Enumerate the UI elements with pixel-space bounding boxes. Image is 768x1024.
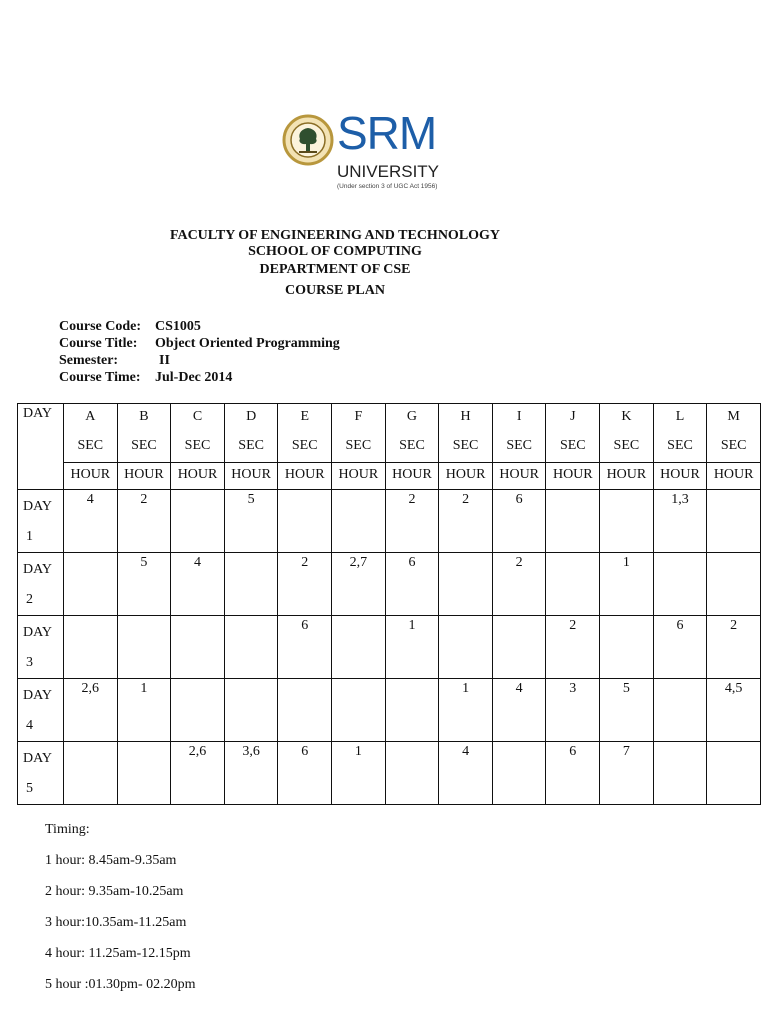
day-label: DAY [23, 688, 53, 703]
section-hour-label: HOUR [439, 462, 492, 489]
section-hour-label: HOUR [278, 462, 331, 489]
hour-cell: 5 [224, 490, 278, 553]
hour-cell: 1 [117, 679, 171, 742]
hour-cell [278, 490, 332, 553]
section-sec-label: SEC [613, 438, 640, 453]
hour-cell: 3,6 [224, 742, 278, 805]
section-letter: B [139, 409, 149, 424]
hour-cell [707, 553, 761, 616]
hour-cell [439, 616, 493, 679]
hour-cell: 4,5 [707, 679, 761, 742]
hour-cell: 7 [600, 742, 654, 805]
section-sec-label: SEC [506, 438, 533, 453]
course-title-label: Course Title: [59, 336, 138, 351]
section-sec-label: SEC [77, 438, 104, 453]
hour-cell: 4 [171, 553, 225, 616]
section-sec-label: SEC [667, 438, 693, 453]
hour-cell [653, 679, 707, 742]
hour-cell [117, 616, 171, 679]
section-header-m [707, 404, 761, 490]
semester-label: Semester: [59, 353, 119, 368]
hour-cell [171, 490, 225, 553]
section-letter: G [406, 409, 418, 424]
day-column-header: DAY [18, 404, 64, 490]
section-letter: C [192, 409, 203, 424]
hour-cell [64, 616, 118, 679]
table-row [18, 616, 761, 679]
timing-item: 1 hour: 8.45am-9.35am [45, 853, 177, 868]
section-hour-label: HOUR [493, 462, 546, 489]
hour-cell: 1 [332, 742, 386, 805]
section-letter: A [85, 409, 96, 424]
section-hour-label: HOUR [118, 462, 171, 489]
section-header-e [278, 404, 332, 490]
section-header-h [439, 404, 493, 490]
section-header-i [492, 404, 546, 490]
section-hour-label: HOUR [171, 462, 224, 489]
day-label: DAY [23, 499, 53, 514]
section-hour-label: HOUR [332, 462, 385, 489]
section-letter: I [516, 409, 522, 424]
day-label: DAY [23, 625, 53, 640]
section-header-k [600, 404, 654, 490]
school-heading: SCHOOL OF COMPUTING [248, 244, 422, 259]
section-letter: K [621, 409, 632, 424]
hour-cell [171, 616, 225, 679]
section-sec-label: SEC [238, 438, 264, 453]
section-header-b [117, 404, 171, 490]
section-header-a [64, 404, 118, 490]
table-row [18, 490, 761, 553]
faculty-heading: FACULTY OF ENGINEERING AND TECHNOLOGY [169, 228, 501, 243]
hour-cell: 2 [546, 616, 600, 679]
course-time-label: Course Time: [59, 370, 141, 385]
section-sec-label: SEC [184, 438, 211, 453]
hour-cell [332, 490, 386, 553]
timing-item: 2 hour: 9.35am-10.25am [45, 884, 184, 899]
hour-cell: 1 [385, 616, 439, 679]
hour-cell: 4 [439, 742, 493, 805]
logo-university-text: UNIVERSITY [337, 162, 440, 181]
timing-item: 5 hour :01.30pm- 02.20pm [45, 977, 196, 992]
section-header-c [171, 404, 225, 490]
hour-cell [64, 742, 118, 805]
hour-cell [224, 616, 278, 679]
hour-cell: 1,3 [653, 490, 707, 553]
hour-cell: 2 [278, 553, 332, 616]
hour-cell: 1 [600, 553, 654, 616]
day-label-cell [18, 679, 64, 742]
semester-row [59, 352, 340, 369]
section-hour-label: HOUR [546, 462, 599, 489]
hour-cell: 6 [278, 616, 332, 679]
hour-cell [546, 490, 600, 553]
day-number: 2 [26, 592, 33, 607]
hour-cell [707, 742, 761, 805]
hour-cell: 6 [546, 742, 600, 805]
course-info [59, 318, 340, 386]
hour-cell: 3 [546, 679, 600, 742]
section-letter: J [570, 409, 576, 424]
day-label: DAY [23, 751, 53, 766]
section-letter: L [675, 409, 685, 424]
table-body [18, 490, 761, 805]
hour-cell [653, 553, 707, 616]
hour-cell: 4 [492, 679, 546, 742]
hour-cell [224, 679, 278, 742]
timing-section [45, 822, 196, 1008]
section-sec-label: SEC [559, 438, 586, 453]
day-number: 4 [26, 718, 33, 733]
timing-item: 3 hour:10.35am-11.25am [45, 915, 187, 930]
hour-cell [600, 490, 654, 553]
course-plan-table [17, 403, 761, 805]
hour-cell [385, 679, 439, 742]
hour-cell: 5 [117, 553, 171, 616]
course-code-label: Course Code: [59, 319, 142, 334]
section-hour-label: HOUR [707, 462, 760, 489]
section-header-f [332, 404, 386, 490]
section-sec-label: SEC [291, 438, 318, 453]
university-seal-icon [282, 114, 334, 166]
hour-cell: 2 [492, 553, 546, 616]
day-label: DAY [23, 562, 53, 577]
section-sec-label: SEC [720, 438, 747, 453]
course-title-row [59, 335, 340, 352]
hour-cell: 6 [653, 616, 707, 679]
day-label-cell [18, 553, 64, 616]
course-title-value: Object Oriented Programming [155, 336, 340, 351]
table-header-row [18, 404, 761, 490]
course-time-value: Jul-Dec 2014 [155, 370, 233, 385]
section-header-g [385, 404, 439, 490]
section-header-d [224, 404, 278, 490]
section-hour-label: HOUR [600, 462, 653, 489]
section-header-j [546, 404, 600, 490]
section-letter: E [300, 409, 310, 424]
hour-cell: 6 [385, 553, 439, 616]
section-letter: M [727, 409, 740, 424]
section-sec-label: SEC [345, 438, 372, 453]
hour-cell [332, 679, 386, 742]
table-row [18, 742, 761, 805]
hour-cell: 2 [117, 490, 171, 553]
hour-cell: 2 [707, 616, 761, 679]
hour-cell: 2 [439, 490, 493, 553]
hour-cell [707, 490, 761, 553]
table-row [18, 679, 761, 742]
course-code-value: CS1005 [155, 319, 201, 334]
hour-cell [332, 616, 386, 679]
section-sec-label: SEC [399, 438, 425, 453]
hour-cell: 2,6 [64, 679, 118, 742]
hour-cell [385, 742, 439, 805]
department-heading: DEPARTMENT OF CSE [259, 262, 411, 277]
hour-cell [600, 616, 654, 679]
section-hour-label: HOUR [225, 462, 278, 489]
day-label-cell [18, 616, 64, 679]
semester-value: II [159, 353, 170, 368]
logo-brand-text: SRM [337, 107, 437, 159]
section-letter: F [354, 409, 363, 424]
section-letter: H [460, 409, 471, 424]
section-letter: D [246, 409, 257, 424]
hour-cell: 6 [492, 490, 546, 553]
section-header-l [653, 404, 707, 490]
section-hour-label: HOUR [654, 462, 707, 489]
hour-cell: 2,7 [332, 553, 386, 616]
table-row [18, 553, 761, 616]
hour-cell: 1 [439, 679, 493, 742]
hour-cell [117, 742, 171, 805]
hour-cell [492, 742, 546, 805]
timing-title: Timing: [45, 822, 90, 837]
hour-cell [546, 553, 600, 616]
hour-cell: 5 [600, 679, 654, 742]
section-sec-label: SEC [452, 438, 479, 453]
hour-cell [653, 742, 707, 805]
day-number: 5 [26, 781, 33, 796]
hour-cell [171, 679, 225, 742]
course-plan-heading: COURSE PLAN [285, 283, 385, 298]
day-label-cell [18, 742, 64, 805]
section-hour-label: HOUR [64, 462, 117, 489]
hour-cell: 6 [278, 742, 332, 805]
section-hour-label: HOUR [386, 462, 439, 489]
timing-item: 4 hour: 11.25am-12.15pm [45, 946, 191, 961]
day-number: 1 [26, 529, 33, 544]
hour-cell: 4 [64, 490, 118, 553]
hour-cell [64, 553, 118, 616]
course-time-row [59, 369, 340, 386]
course-code-row [59, 318, 340, 335]
hour-cell: 2 [385, 490, 439, 553]
hour-cell [439, 553, 493, 616]
hour-cell [224, 553, 278, 616]
logo-note-text: (Under section 3 of UGC Act 1956) [337, 183, 438, 190]
day-label-cell [18, 490, 64, 553]
hour-cell [278, 679, 332, 742]
university-logo [282, 107, 452, 198]
day-number: 3 [26, 655, 33, 670]
hour-cell [492, 616, 546, 679]
hour-cell: 2,6 [171, 742, 225, 805]
section-sec-label: SEC [131, 438, 157, 453]
